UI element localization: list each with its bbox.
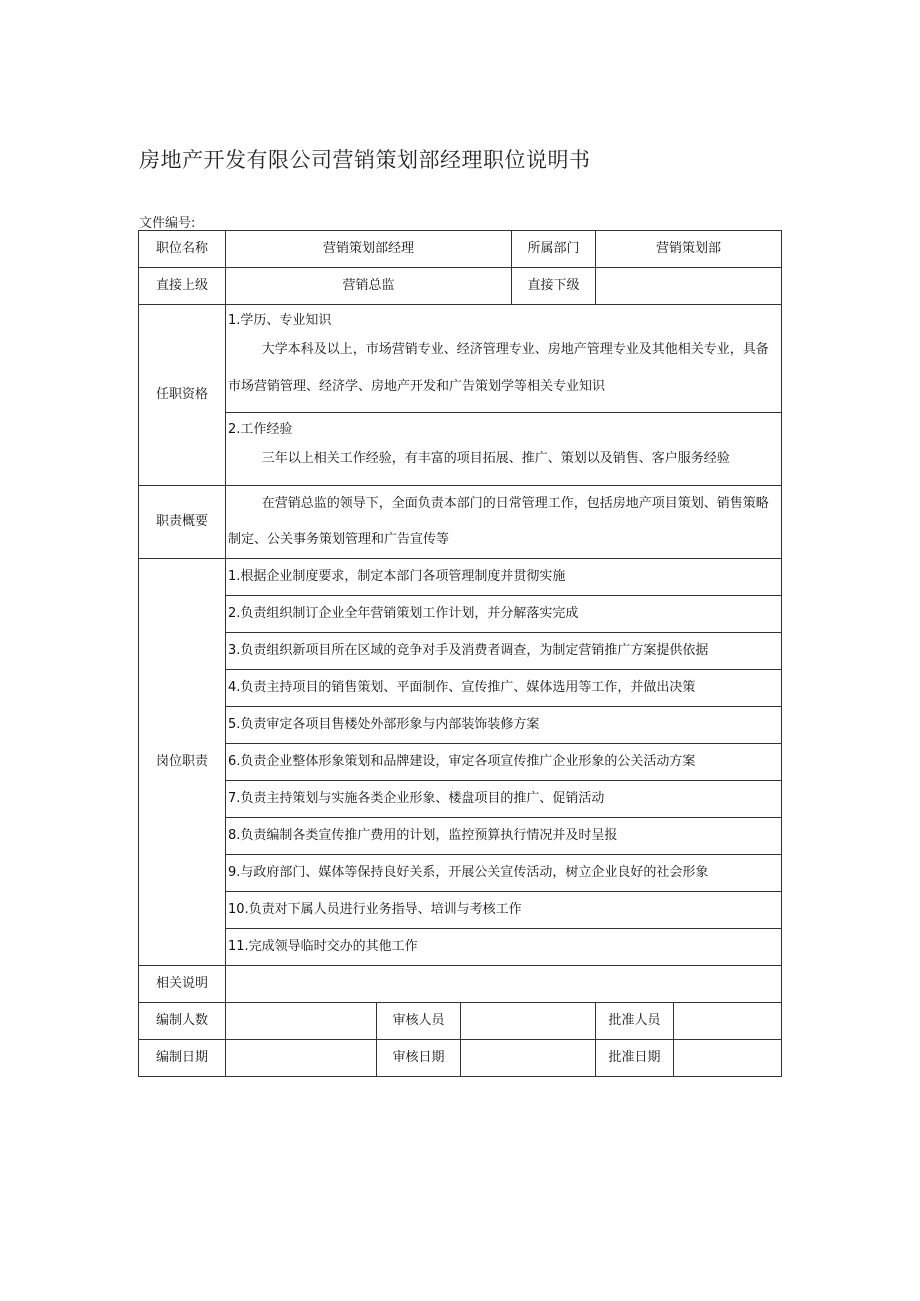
- duty-row: [139, 892, 782, 929]
- experience-text: 三年以上相关工作经验，有丰富的项目拓展、推广、策划以及销售、客户服务经验: [261, 450, 730, 466]
- duty-row: [139, 781, 782, 818]
- reviewer-value: [461, 1003, 596, 1040]
- knowledge-title: 1.学历、专业知识: [228, 312, 332, 328]
- qualification-experience-row: [139, 413, 782, 486]
- department-label: 所属部门: [512, 231, 596, 268]
- approver-label: 批准人员: [596, 1003, 674, 1040]
- duty-item: 5.负责审定各项目售楼处外部形象与内部装饰装修方案: [226, 707, 782, 744]
- approve-date-label: 批准日期: [596, 1040, 674, 1077]
- notes-value: [226, 966, 782, 1003]
- summary-label: 职责概要: [139, 486, 226, 559]
- duty-item: 6.负责企业整体形象策划和品牌建设，审定各项宣传推广企业形象的公关活动方案: [226, 744, 782, 781]
- duty-row: [139, 559, 782, 596]
- prepared-by-value: [226, 1003, 377, 1040]
- document-number-label: 文件编号:: [139, 216, 196, 231]
- approve-date-value: [674, 1040, 782, 1077]
- prepared-date-value: [226, 1040, 377, 1077]
- duty-item: 10.负责对下属人员进行业务指导、培训与考核工作: [226, 892, 782, 929]
- subordinate-value: [596, 268, 782, 305]
- duty-item: 11.完成领导临时交办的其他工作: [226, 929, 782, 966]
- signoff-people-row: [139, 1003, 782, 1040]
- summary-text: 在营销总监的领导下，全面负责本部门的日常管理工作，包括房地产项目策划、销售策略制定、公关事务策划管理和广告宣传等: [228, 496, 769, 547]
- duty-row: [139, 633, 782, 670]
- summary-row: [139, 486, 782, 559]
- prepared-date-label: 编制日期: [139, 1040, 226, 1077]
- duty-row: [139, 855, 782, 892]
- review-date-label: 审核日期: [377, 1040, 461, 1077]
- review-date-value: [461, 1040, 596, 1077]
- duty-item: 3.负责组织新项目所在区域的竞争对手及消费者调查，为制定营销推广方案提供依据: [226, 633, 782, 670]
- superior-value: 营销总监: [226, 268, 512, 305]
- superior-label: 直接上级: [139, 268, 226, 305]
- duty-item: 1.根据企业制度要求，制定本部门各项管理制度并贯彻实施: [226, 559, 782, 596]
- notes-label: 相关说明: [139, 966, 226, 1003]
- signoff-dates-row: [139, 1040, 782, 1077]
- approver-value: [674, 1003, 782, 1040]
- document-title: 房地产开发有限公司营销策划部经理职位说明书: [139, 148, 591, 172]
- qualification-label: 任职资格: [139, 305, 226, 486]
- subordinate-label: 直接下级: [512, 268, 596, 305]
- job-description-table: [138, 230, 782, 1077]
- department-value: 营销策划部: [596, 231, 782, 268]
- duty-item: 4.负责主持项目的销售策划、平面制作、宣传推广、媒体选用等工作，并做出决策: [226, 670, 782, 707]
- duty-item: 9.与政府部门、媒体等保持良好关系，开展公关宣传活动，树立企业良好的社会形象: [226, 855, 782, 892]
- prepared-by-label: 编制人数: [139, 1003, 226, 1040]
- duties-label: 岗位职责: [139, 559, 226, 966]
- superior-row: [139, 268, 782, 305]
- reviewer-label: 审核人员: [377, 1003, 461, 1040]
- qualification-knowledge-row: [139, 305, 782, 413]
- duty-row: [139, 929, 782, 966]
- duty-item: 2.负责组织制订企业全年营销策划工作计划，并分解落实完成: [226, 596, 782, 633]
- position-row: [139, 231, 782, 268]
- position-value: 营销策划部经理: [226, 231, 512, 268]
- duty-row: [139, 670, 782, 707]
- duty-item: 8.负责编制各类宣传推广费用的计划，监控预算执行情况并及时呈报: [226, 818, 782, 855]
- duty-row: [139, 744, 782, 781]
- notes-row: [139, 966, 782, 1003]
- duty-row: [139, 818, 782, 855]
- experience-title: 2.工作经验: [228, 421, 293, 437]
- position-label: 职位名称: [139, 231, 226, 268]
- knowledge-text: 大学本科及以上，市场营销专业、经济管理专业、房地产管理专业及其他相关专业，具备市场营销管理、经济学、房地产开发和广告策划学等相关专业知识: [228, 341, 769, 394]
- duty-item: 7.负责主持策划与实施各类企业形象、楼盘项目的推广、促销活动: [226, 781, 782, 818]
- duty-row: [139, 596, 782, 633]
- duty-row: [139, 707, 782, 744]
